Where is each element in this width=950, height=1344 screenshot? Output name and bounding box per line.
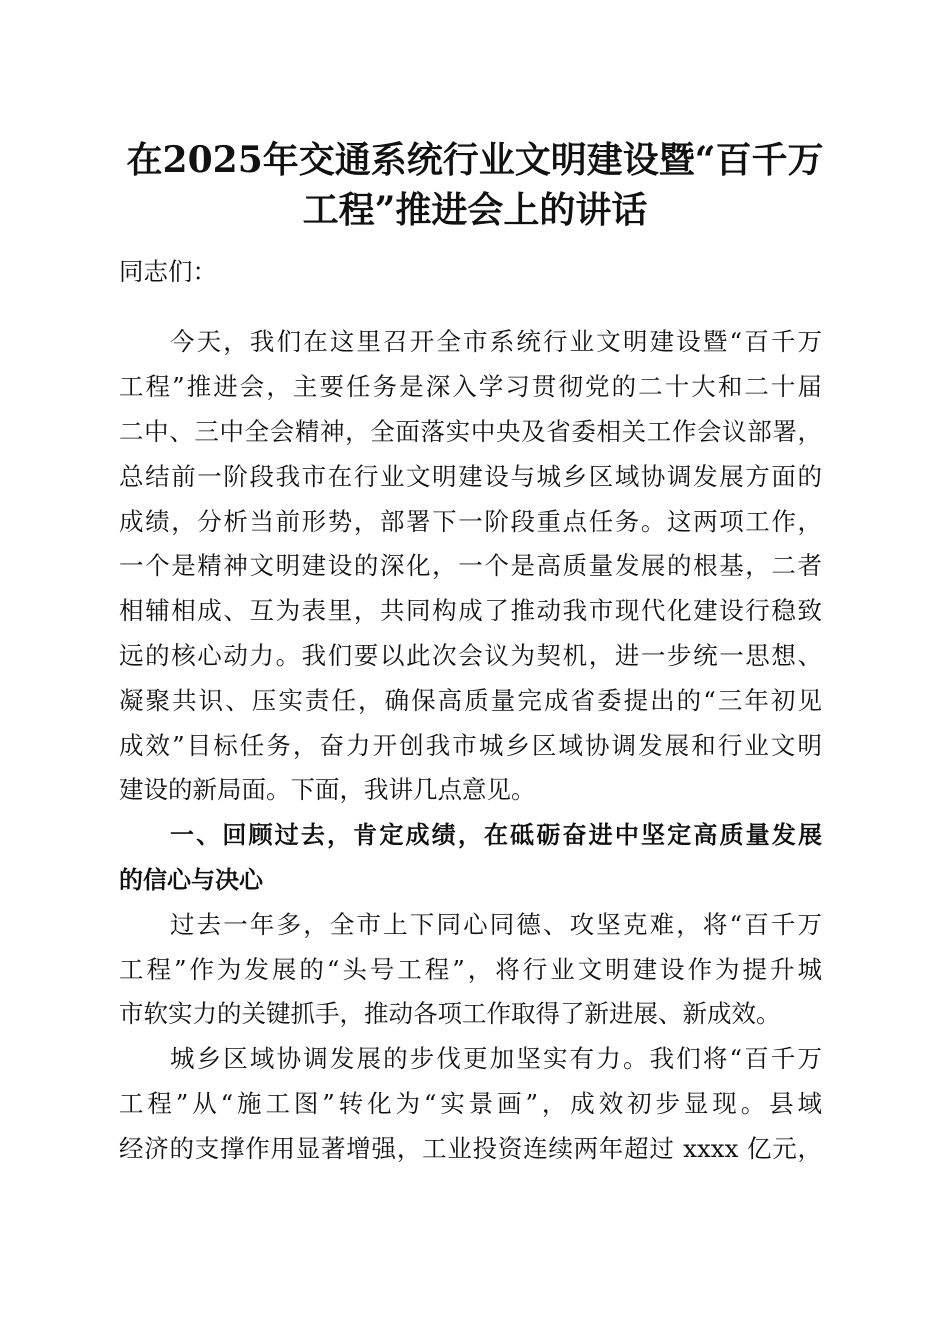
- paragraph-1-line-11: 建设的新局面。下面，我讲几点意见。: [119, 775, 536, 804]
- paragraph-1-line-2: 工程”推进会，主要任务是深入学习贯彻党的二十大和二十届: [119, 372, 822, 401]
- paragraph-1-line-8: 远的核心动力。我们要以此次会议为契机，进一步统一思想、: [119, 641, 822, 670]
- paragraph-3-line-3: 经济的支撑作用显著增强，工业投资连续两年超过 xxxx 亿元，: [119, 1134, 822, 1163]
- paragraph-3-line-1: 城乡区域协调发展的步伐更加坚实有力。我们将“百千万: [170, 1044, 822, 1073]
- paragraph-1-line-6: 一个是精神文明建设的深化，一个是高质量发展的根基，二者: [119, 551, 822, 580]
- document-title-line-1: 在2025年交通系统行业文明建设暨“百千万: [126, 139, 824, 181]
- paragraph-3-line-2: 工程”从“施工图”转化为“实景画”，成效初步显现。县域: [119, 1089, 822, 1118]
- paragraph-1-line-3: 二中、三中全会精神，全面落实中央及省委相关工作会议部署，: [119, 417, 822, 446]
- paragraph-1-line-4: 总结前一阶段我市在行业文明建设与城乡区域协调发展方面的: [119, 462, 822, 491]
- paragraph-1-line-10: 成效”目标任务，奋力开创我市城乡区域协调发展和行业文明: [119, 731, 822, 760]
- paragraph-2-line-3: 市软实力的关键抓手，推动各项工作取得了新进展、新成效。: [119, 999, 781, 1028]
- salutation: 同志们：: [119, 257, 217, 286]
- paragraph-2-line-2: 工程”作为发展的“头号工程”，将行业文明建设作为提升城: [119, 955, 822, 984]
- document-title-line-2: 工程”推进会上的讲话: [302, 189, 648, 231]
- paragraph-2-line-1: 过去一年多，全市上下同心同德、攻坚克难，将“百千万: [170, 910, 822, 939]
- paragraph-1-line-7: 相辅相成、互为表里，共同构成了推动我市现代化建设行稳致: [119, 596, 822, 625]
- paragraph-1-line-9: 凝聚共识、压实责任，确保高质量完成省委提出的“三年初见: [119, 686, 822, 715]
- paragraph-1-line-5: 成绩，分析当前形势，部署下一阶段重点任务。这两项工作，: [119, 507, 822, 536]
- section-heading-1-line-1: 一、回顾过去，肯定成绩，在砥砺奋进中坚定高质量发展: [170, 821, 822, 849]
- section-heading-1-line-2: 的信心与决心: [119, 866, 263, 894]
- paragraph-1-line-1: 今天，我们在这里召开全市系统行业文明建设暨“百千万: [170, 327, 822, 356]
